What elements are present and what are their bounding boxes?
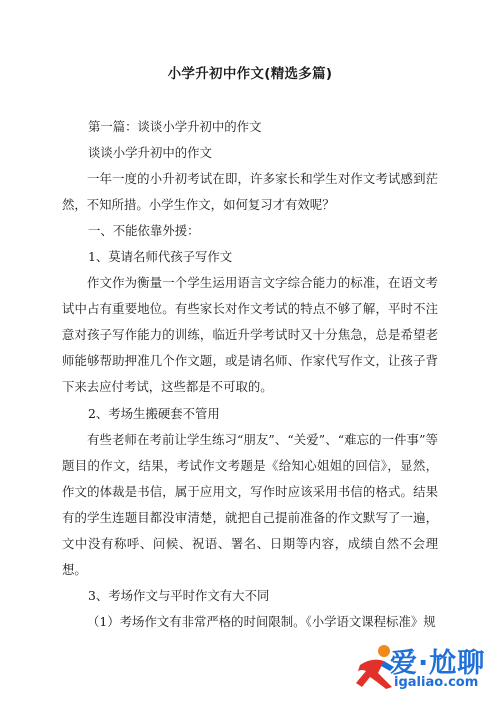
paragraph-2 — [62, 427, 438, 584]
paragraph-3-text: （1）考场作文有非常严格的时间限制。《小学语文课程标准》规 — [87, 614, 436, 629]
subheading-1: 1、莫请名师代孩子写作文 — [88, 249, 233, 264]
paragraph-3 — [62, 609, 438, 635]
paragraph-2-text: 有些老师在考前让学生练习“朋友”、“关爱”、“难忘的一件事”等题目的作文，结果，考试作文考题是《给知心姐姐的回信》，显然，作文的体裁是书信，属于应用文，写作时应该采用书信的格式。结果有的学生连题目都没审清楚，就把自己提前准备的作文默写了一遍，文中没有称呼、问候、祝语、署名、日期等内容，成绩自然不会理想。 — [62, 432, 438, 578]
paragraph-1-text: 作文作为衡量一个学生运用语言文字综合能力的标准，在语文考试中占有重要地位。有些家长对作文考试的特点不够了解，平时不注意对孩子写作能力的训练，临近升学考试时又十分焦急，总是希望老师能够帮助押准几个作文题，或是请名师、作家代写作文，让孩子背下来去应付考试，这些都是不可取的。 — [62, 275, 438, 395]
article-subtitle: 谈谈小学升初中的作文 — [88, 145, 212, 160]
subheading-2: 2、考场生搬硬套不管用 — [88, 406, 220, 421]
paragraph-1 — [62, 270, 438, 400]
subheading-3: 3、考场作文与平时作文有大不同 — [88, 588, 270, 603]
intro-paragraph — [62, 166, 438, 218]
watermark-logo — [354, 639, 486, 697]
intro-text: 一年一度的小升初考试在即，许多家长和学生对作文考试感到茫然，不知所措。小学生作文，如何复习才有效呢？ — [62, 171, 438, 213]
watermark-url: igaliao.com — [394, 675, 479, 690]
watermark-text: 爱·尬聊 — [390, 648, 486, 679]
document-title: 小学升初中作文(精选多篇) — [167, 66, 333, 82]
section-heading-1: 一、不能依靠外援： — [88, 223, 200, 238]
article-heading: 第一篇：谈谈小学升初中的作文 — [88, 119, 262, 134]
